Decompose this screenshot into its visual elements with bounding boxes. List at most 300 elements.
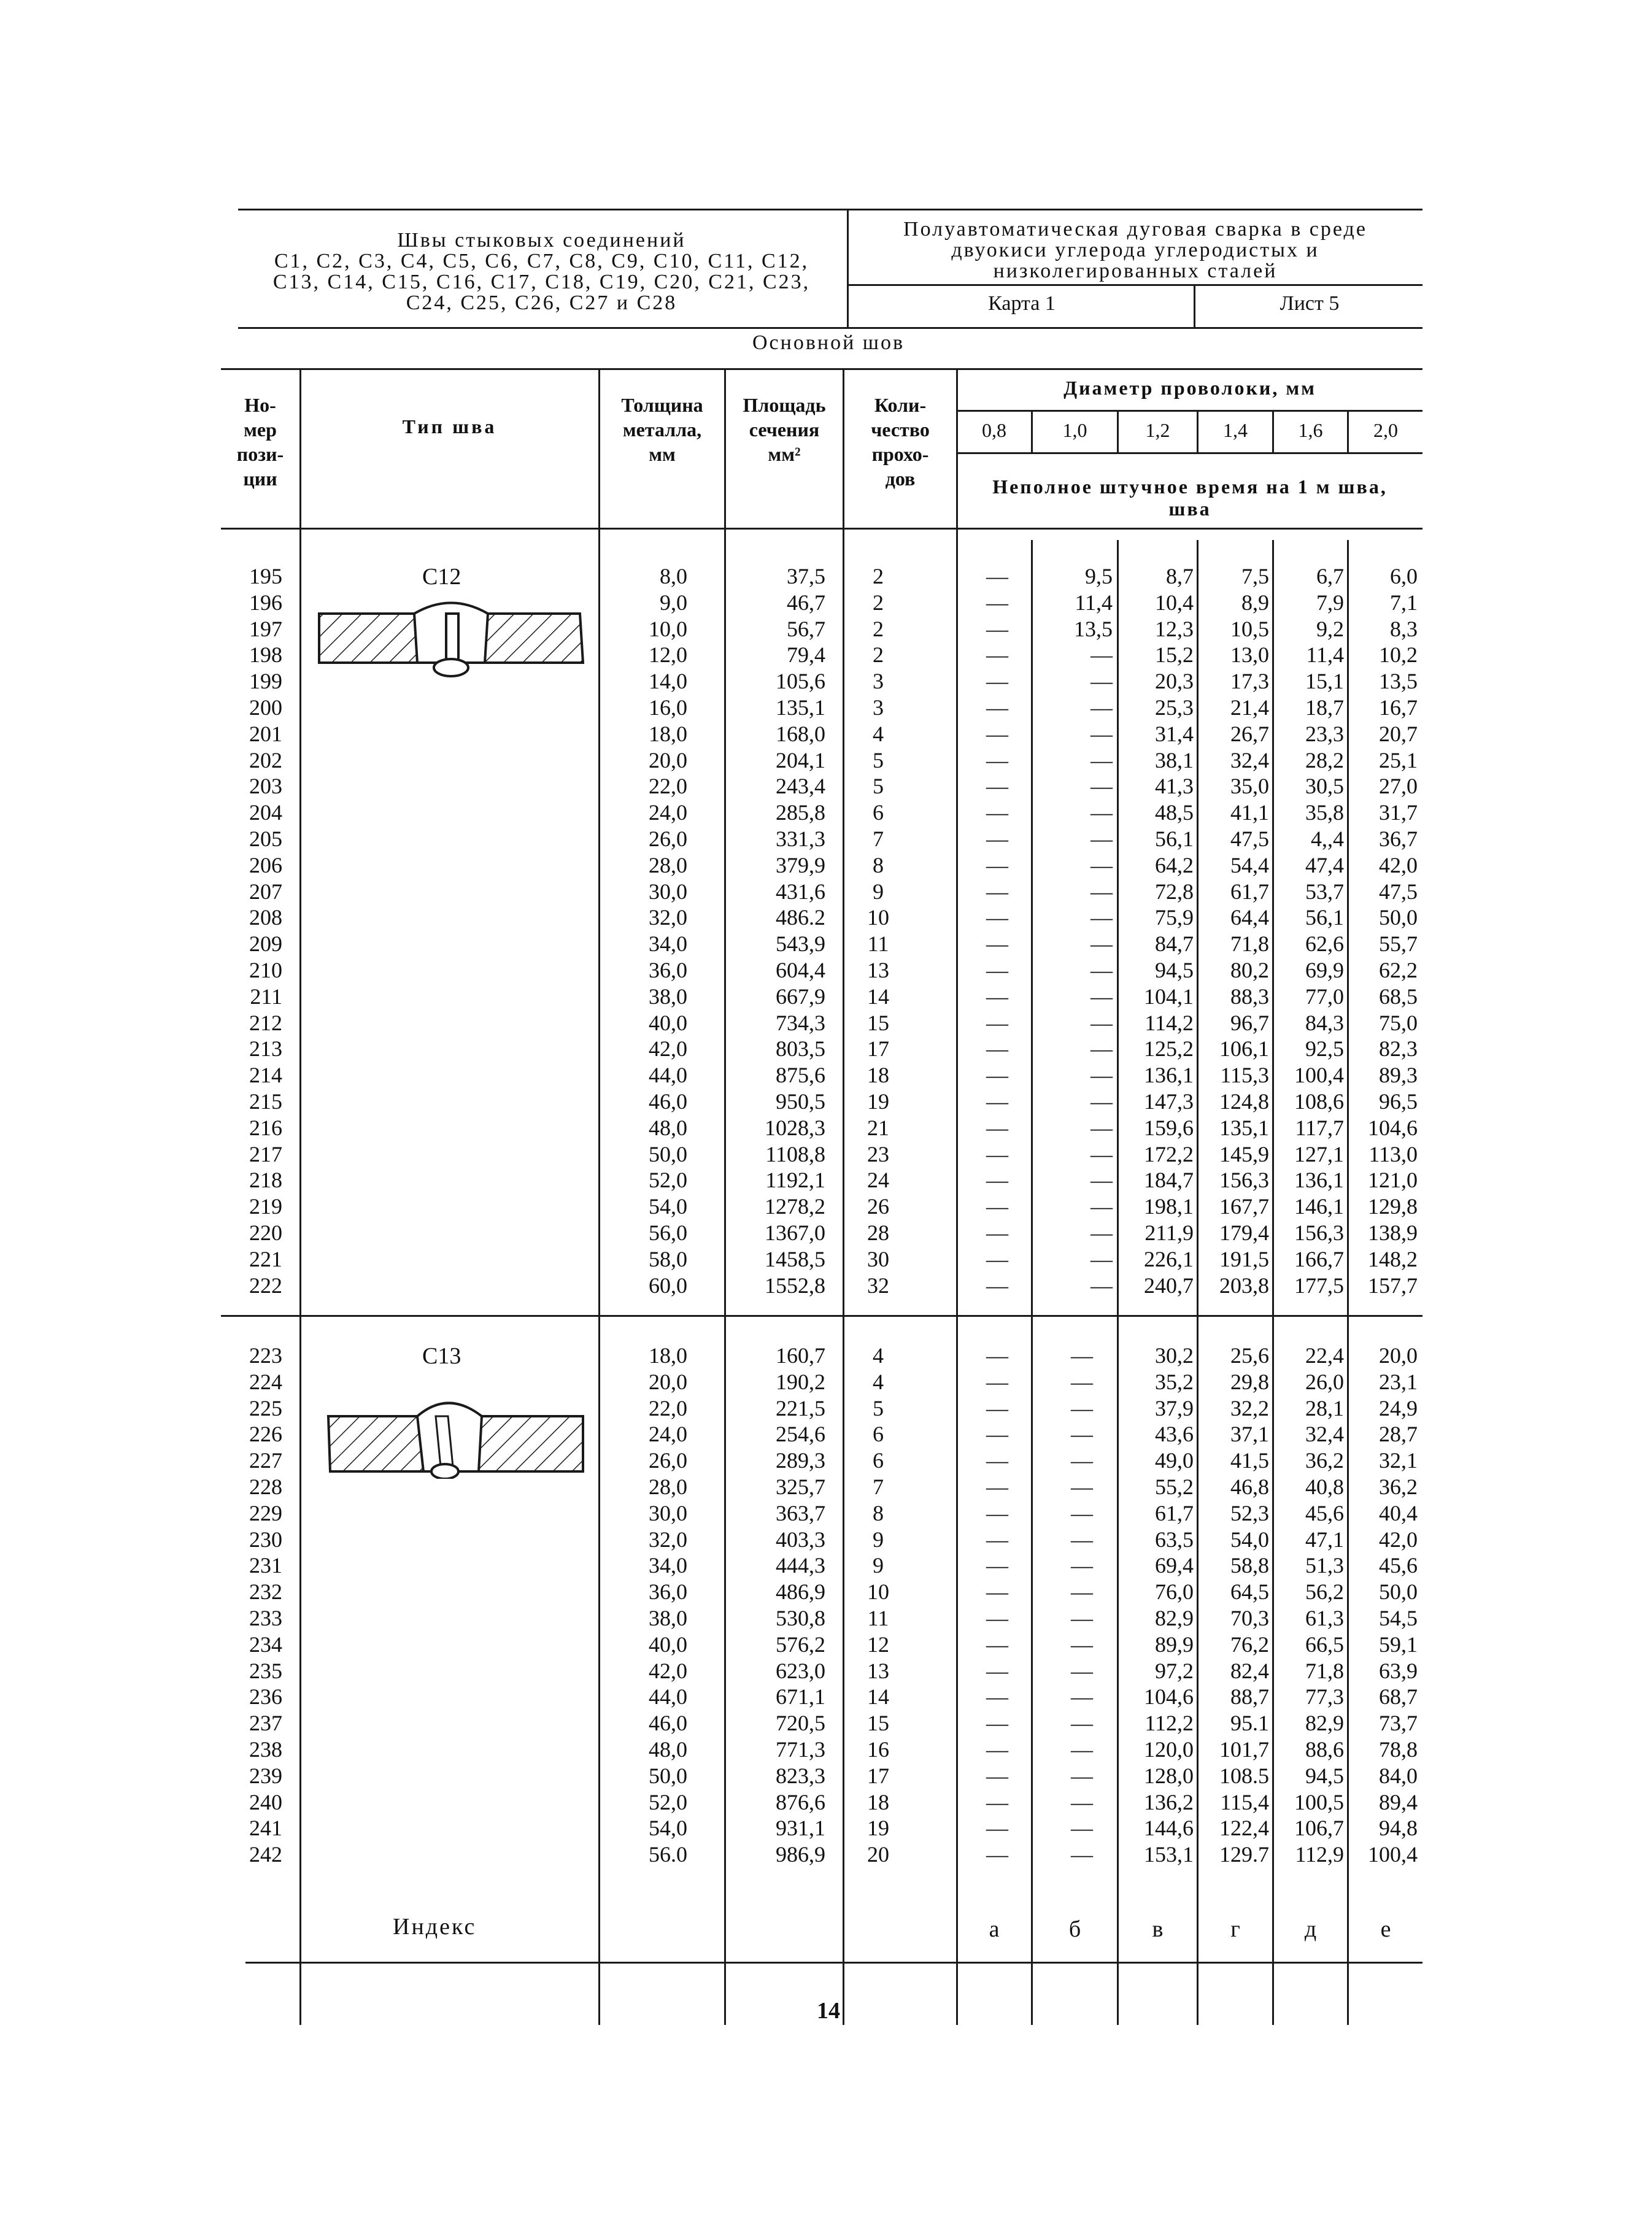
time-1-0: — <box>1071 1605 1093 1630</box>
table-bottom-rule <box>245 1962 1422 1964</box>
position-number: 221 <box>249 1246 282 1271</box>
time-2-0: 129,8 <box>1368 1194 1418 1219</box>
passes-cell: 5 <box>873 774 884 799</box>
time-1-4: 25,6 <box>1230 1343 1269 1368</box>
time-1-0: — <box>1090 721 1113 746</box>
time-1-6: 82,9 <box>1305 1711 1344 1736</box>
thickness-cell: 42,0 <box>649 1036 687 1062</box>
time-0-8: — <box>986 1115 1008 1140</box>
position-number: 229 <box>249 1500 282 1525</box>
time-0-8: — <box>986 931 1008 957</box>
time-2-0: 6,0 <box>1390 564 1418 588</box>
time-0-8: — <box>986 984 1008 1009</box>
index-d: д <box>1304 1916 1317 1942</box>
time-1-4: 106,1 <box>1219 1036 1269 1062</box>
header-card-divider <box>1194 284 1195 328</box>
time-1-6: 28,1 <box>1305 1395 1344 1421</box>
group1-dia-1-6 <box>1274 563 1344 1298</box>
time-0-8: — <box>986 1063 1008 1088</box>
time-1-2: 125,2 <box>1144 1036 1194 1062</box>
time-1-6: 166,7 <box>1294 1246 1344 1271</box>
position-number: 217 <box>249 1141 282 1166</box>
index-a: а <box>989 1916 1000 1942</box>
area-cell: 931,1 <box>776 1816 825 1841</box>
time-1-4: 167,7 <box>1219 1194 1269 1219</box>
position-number: 232 <box>249 1579 282 1605</box>
time-2-0: 27,0 <box>1379 774 1418 799</box>
area-cell: 986,9 <box>776 1842 825 1867</box>
passes-cell: 2 <box>873 590 884 615</box>
time-1-4: 96,7 <box>1230 1010 1269 1035</box>
thickness-cell: 22,0 <box>649 774 687 799</box>
time-1-2: 35,2 <box>1155 1369 1194 1394</box>
time-0-8: — <box>986 957 1008 982</box>
time-1-6: 47,1 <box>1305 1527 1344 1552</box>
time-1-2: 84,7 <box>1155 931 1194 957</box>
time-0-8: — <box>986 695 1008 720</box>
time-1-2: 49,0 <box>1155 1448 1194 1473</box>
time-1-0: — <box>1090 879 1113 904</box>
time-0-8: — <box>986 1168 1008 1193</box>
time-2-0: 138,9 <box>1368 1220 1418 1245</box>
time-1-4: 35,0 <box>1230 774 1269 799</box>
col-head-time: Неполное штучное время на 1 м шва, шва <box>992 476 1388 520</box>
thickness-cell: 40,0 <box>649 1010 687 1035</box>
time-1-4: 8,9 <box>1241 590 1269 615</box>
position-number: 202 <box>249 747 282 773</box>
time-1-4: 76,2 <box>1230 1632 1269 1657</box>
time-1-0: — <box>1090 905 1113 930</box>
time-1-6: 53,7 <box>1305 879 1344 904</box>
thickness-cell: 40,0 <box>649 1632 687 1657</box>
time-2-0: 68,5 <box>1379 984 1418 1009</box>
time-1-0: — <box>1071 1789 1093 1814</box>
time-1-0: — <box>1071 1763 1093 1788</box>
time-1-4: 32,4 <box>1230 747 1269 773</box>
time-2-0: 25,1 <box>1379 747 1418 773</box>
time-2-0: 63,9 <box>1379 1658 1418 1683</box>
time-1-6: 117,7 <box>1295 1115 1344 1140</box>
area-cell: 875,6 <box>776 1063 825 1088</box>
time-0-8: — <box>986 1527 1008 1552</box>
time-1-0: — <box>1090 1063 1113 1088</box>
time-1-2: 15,2 <box>1155 642 1194 668</box>
time-1-2: 56,1 <box>1155 826 1194 851</box>
time-1-0: — <box>1071 1684 1093 1710</box>
header-left-title: Швы стыковых соединений <box>397 229 686 252</box>
position-number: 204 <box>249 800 282 825</box>
time-1-2: 12,3 <box>1155 616 1194 641</box>
time-1-2: 114,2 <box>1144 1010 1194 1035</box>
passes-cell: 13 <box>867 957 889 982</box>
header-left-line-2: С13, С14, С15, С16, С17, С18, С19, С20, С21, С23, <box>272 271 811 293</box>
time-1-4: 13,0 <box>1230 642 1269 668</box>
time-1-6: 26,0 <box>1305 1369 1344 1394</box>
time-1-6: 23,3 <box>1305 721 1344 746</box>
thickness-cell: 20,0 <box>649 1369 687 1394</box>
time-1-2: 136,2 <box>1144 1789 1194 1814</box>
position-number: 216 <box>249 1115 282 1140</box>
time-1-4: 156,3 <box>1219 1168 1269 1193</box>
time-2-0: 54,5 <box>1379 1605 1418 1630</box>
group2-passes <box>844 1343 912 1868</box>
time-1-2: 20,3 <box>1155 669 1194 694</box>
time-1-4: 108.5 <box>1219 1763 1269 1788</box>
time-1-0: — <box>1090 1194 1113 1219</box>
col-head-area: Площадь сечения мм² <box>743 394 826 465</box>
col-sep-2 <box>598 368 600 2025</box>
area-cell: 289,3 <box>776 1448 825 1473</box>
thickness-cell: 38,0 <box>649 1605 687 1630</box>
time-1-0: 9,5 <box>1085 564 1113 588</box>
passes-cell: 32 <box>867 1273 889 1298</box>
position-number: 227 <box>249 1448 282 1473</box>
time-1-4: 124,8 <box>1219 1089 1269 1114</box>
time-1-4: 95.1 <box>1230 1711 1269 1736</box>
time-1-2: 112,2 <box>1144 1711 1194 1736</box>
col-head-num: Но- мер пози- ции <box>236 394 284 490</box>
passes-cell: 26 <box>867 1194 889 1219</box>
time-2-0: 7,1 <box>1390 590 1418 615</box>
position-number: 231 <box>249 1553 282 1578</box>
time-1-6: 100,5 <box>1294 1789 1344 1814</box>
time-1-2: 75,9 <box>1155 905 1194 930</box>
time-1-6: 136,1 <box>1294 1168 1344 1193</box>
position-number: 226 <box>249 1422 282 1447</box>
header-right-rule <box>847 284 1422 286</box>
position-number: 240 <box>249 1789 282 1814</box>
time-1-4: 26,7 <box>1230 721 1269 746</box>
time-1-6: 4,,4 <box>1311 826 1344 851</box>
time-1-0: — <box>1090 1115 1113 1140</box>
time-2-0: 36,2 <box>1379 1474 1418 1499</box>
area-cell: 204,1 <box>776 747 825 773</box>
time-1-4: 7,5 <box>1241 564 1269 588</box>
time-1-2: 25,3 <box>1155 695 1194 720</box>
time-1-6: 62,6 <box>1305 931 1344 957</box>
time-0-8: — <box>986 852 1008 877</box>
time-1-4: 10,5 <box>1230 616 1269 641</box>
time-1-6: 28,2 <box>1305 747 1344 773</box>
time-0-8: — <box>986 774 1008 799</box>
position-number: 241 <box>249 1816 282 1841</box>
index-label: Индекс <box>393 1914 477 1940</box>
passes-cell: 8 <box>873 852 884 877</box>
group1-dia-1-0 <box>1033 563 1113 1298</box>
group2-area <box>727 1343 825 1868</box>
position-number: 234 <box>249 1632 282 1657</box>
time-1-4: 46,8 <box>1230 1474 1269 1499</box>
thickness-cell: 50,0 <box>649 1763 687 1788</box>
passes-cell: 16 <box>867 1737 889 1762</box>
passes-cell: 6 <box>873 1448 884 1473</box>
passes-cell: 15 <box>867 1711 889 1736</box>
thickness-cell: 26,0 <box>649 826 687 851</box>
area-cell: 285,8 <box>776 800 825 825</box>
area-cell: 46,7 <box>787 590 825 615</box>
thickness-cell: 56,0 <box>649 1220 687 1245</box>
area-cell: 604,4 <box>776 957 825 982</box>
area-cell: 37,5 <box>787 564 825 588</box>
group1-dia-0-8 <box>973 563 1022 1298</box>
time-1-0: — <box>1071 1500 1093 1525</box>
time-2-0: 68,7 <box>1379 1684 1418 1710</box>
group2-dia-1-6 <box>1274 1343 1344 1868</box>
passes-cell: 17 <box>867 1036 889 1062</box>
passes-cell: 14 <box>867 1684 889 1710</box>
area-cell: 363,7 <box>776 1500 825 1525</box>
time-1-4: 21,4 <box>1230 695 1269 720</box>
passes-cell: 2 <box>873 642 884 668</box>
time-1-2: 89,9 <box>1155 1632 1194 1657</box>
area-cell: 160,7 <box>776 1343 825 1368</box>
time-1-4: 135,1 <box>1219 1115 1269 1140</box>
time-1-2: 94,5 <box>1155 957 1194 982</box>
time-2-0: 89,3 <box>1379 1063 1418 1088</box>
thickness-cell: 18,0 <box>649 1343 687 1368</box>
passes-cell: 19 <box>867 1089 889 1114</box>
time-1-6: 35,8 <box>1305 800 1344 825</box>
time-1-4: 64,4 <box>1230 905 1269 930</box>
time-1-0: — <box>1071 1474 1093 1499</box>
passes-cell: 15 <box>867 1010 889 1035</box>
area-cell: 1192,1 <box>765 1168 825 1193</box>
passes-cell: 7 <box>873 826 884 851</box>
position-number: 214 <box>249 1063 282 1088</box>
index-b: б <box>1068 1916 1081 1942</box>
time-1-6: 146,1 <box>1294 1194 1344 1219</box>
time-1-2: 37,9 <box>1155 1395 1194 1421</box>
time-1-2: 69,4 <box>1155 1553 1194 1578</box>
time-1-6: 61,3 <box>1305 1605 1344 1630</box>
time-1-0: — <box>1090 695 1113 720</box>
thickness-cell: 18,0 <box>649 721 687 746</box>
position-number: 200 <box>249 695 282 720</box>
time-1-6: 69,9 <box>1305 957 1344 982</box>
position-number: 212 <box>249 1010 282 1035</box>
position-number: 198 <box>249 642 282 668</box>
time-2-0: 50,0 <box>1379 1579 1418 1605</box>
time-1-0: — <box>1090 800 1113 825</box>
time-1-0: — <box>1071 1579 1093 1605</box>
area-cell: 254,6 <box>776 1422 825 1447</box>
time-1-4: 82,4 <box>1230 1658 1269 1683</box>
passes-cell: 11 <box>867 1605 889 1630</box>
time-1-0: — <box>1090 1273 1113 1298</box>
sheet-label: Лист 5 <box>1280 292 1340 315</box>
time-2-0: 121,0 <box>1368 1168 1418 1193</box>
time-0-8: — <box>986 1395 1008 1421</box>
time-1-2: 64,2 <box>1155 852 1194 877</box>
time-0-8: — <box>986 879 1008 904</box>
area-cell: 543,9 <box>776 931 825 957</box>
time-1-6: 11,4 <box>1306 642 1344 668</box>
header-right-line-2: двуокиси углерода углеродистых и <box>951 239 1319 261</box>
time-0-8: — <box>986 1369 1008 1394</box>
group2-thickness <box>601 1343 687 1868</box>
area-cell: 105,6 <box>776 669 825 694</box>
time-1-6: 112,9 <box>1295 1842 1344 1867</box>
time-1-4: 80,2 <box>1230 957 1269 982</box>
time-2-0: 32,1 <box>1379 1448 1418 1473</box>
time-2-0: 78,8 <box>1379 1737 1418 1762</box>
group2-dia-0-8 <box>973 1343 1022 1868</box>
col-head-thickness: Толщина металла, мм <box>621 394 703 465</box>
time-1-4: 32,2 <box>1230 1395 1269 1421</box>
passes-cell: 11 <box>867 931 889 957</box>
time-2-0: 113,0 <box>1368 1141 1418 1166</box>
col-sep-3 <box>724 368 726 2025</box>
time-1-6: 100,4 <box>1294 1063 1344 1088</box>
area-cell: 403,3 <box>776 1527 825 1552</box>
thickness-cell: 52,0 <box>649 1168 687 1193</box>
time-2-0: 84,0 <box>1379 1763 1418 1788</box>
thickness-cell: 54,0 <box>649 1194 687 1219</box>
time-0-8: — <box>986 1474 1008 1499</box>
area-cell: 720,5 <box>776 1711 825 1736</box>
passes-cell: 2 <box>873 616 884 641</box>
passes-cell: 21 <box>867 1115 889 1140</box>
position-number: 201 <box>249 721 282 746</box>
time-1-2: 211,9 <box>1144 1220 1194 1245</box>
time-1-2: 144,6 <box>1144 1816 1194 1841</box>
header-right-line-1: Полуавтоматическая дуговая сварка в среде <box>903 218 1367 241</box>
time-2-0: 157,7 <box>1368 1273 1418 1298</box>
time-1-6: 106,7 <box>1294 1816 1344 1841</box>
time-0-8: — <box>986 1273 1008 1298</box>
time-0-8: — <box>986 1579 1008 1605</box>
area-cell: 79,4 <box>787 642 825 668</box>
time-2-0: 40,4 <box>1379 1500 1418 1525</box>
passes-cell: 10 <box>867 905 889 930</box>
group2-position-numbers <box>221 1343 282 1868</box>
area-cell: 1367,0 <box>765 1220 825 1245</box>
time-1-0: — <box>1090 1089 1113 1114</box>
time-1-4: 54,0 <box>1230 1527 1269 1552</box>
position-number: 238 <box>249 1737 282 1762</box>
passes-cell: 8 <box>873 1500 884 1525</box>
time-1-0: — <box>1071 1711 1093 1736</box>
time-0-8: — <box>986 1658 1008 1683</box>
time-1-6: 56,1 <box>1305 905 1344 930</box>
table-header-bottom-rule <box>221 528 1422 530</box>
position-number: 207 <box>249 879 282 904</box>
passes-cell: 5 <box>873 747 884 773</box>
thickness-cell: 36,0 <box>649 1579 687 1605</box>
time-2-0: 59,1 <box>1379 1632 1418 1657</box>
passes-cell: 10 <box>867 1579 889 1605</box>
time-2-0: 42,0 <box>1379 1527 1418 1552</box>
time-1-0: — <box>1090 931 1113 957</box>
time-1-0: — <box>1090 1168 1113 1193</box>
weld-type-c12-label: С12 <box>422 564 461 590</box>
diameter-values-rule <box>956 452 1422 454</box>
header-left-block <box>239 230 844 314</box>
area-cell: 190,2 <box>776 1369 825 1394</box>
thickness-cell: 9,0 <box>660 590 687 615</box>
time-1-0: — <box>1071 1395 1093 1421</box>
time-1-4: 17,3 <box>1230 669 1269 694</box>
passes-cell: 5 <box>873 1395 884 1421</box>
thickness-cell: 58,0 <box>649 1246 687 1271</box>
time-2-0: 55,7 <box>1379 931 1418 957</box>
position-number: 209 <box>249 931 282 957</box>
time-2-0: 13,5 <box>1379 669 1418 694</box>
passes-cell: 14 <box>867 984 889 1009</box>
time-1-0: — <box>1071 1632 1093 1657</box>
diameter-1-6: 1,6 <box>1298 419 1323 441</box>
time-1-2: 31,4 <box>1155 721 1194 746</box>
time-0-8: — <box>986 564 1008 588</box>
time-0-8: — <box>986 1605 1008 1630</box>
time-0-8: — <box>986 642 1008 668</box>
thickness-cell: 24,0 <box>649 1422 687 1447</box>
time-1-0: — <box>1090 1010 1113 1035</box>
area-cell: 1108,8 <box>765 1141 825 1166</box>
time-0-8: — <box>986 1089 1008 1114</box>
thickness-cell: 46,0 <box>649 1711 687 1736</box>
area-cell: 56,7 <box>787 616 825 641</box>
time-2-0: 73,7 <box>1379 1711 1418 1736</box>
time-1-6: 51,3 <box>1305 1553 1344 1578</box>
area-cell: 168,0 <box>776 721 825 746</box>
area-cell: 431,6 <box>776 879 825 904</box>
area-cell: 331,3 <box>776 826 825 851</box>
time-2-0: 82,3 <box>1379 1036 1418 1062</box>
col-head-passes: Коли- чество прохо- дов <box>871 394 930 490</box>
time-1-0: — <box>1071 1658 1093 1683</box>
time-2-0: 20,7 <box>1379 721 1418 746</box>
position-number: 215 <box>249 1089 282 1114</box>
header-right-line-3: низколегированных сталей <box>993 260 1278 282</box>
card-label: Карта 1 <box>988 292 1056 315</box>
time-0-8: — <box>986 800 1008 825</box>
thickness-cell: 14,0 <box>649 669 687 694</box>
time-2-0: 89,4 <box>1379 1789 1418 1814</box>
passes-cell: 12 <box>867 1632 889 1657</box>
area-cell: 876,6 <box>776 1789 825 1814</box>
header-bottom-rule <box>238 327 1422 329</box>
position-number: 235 <box>249 1658 282 1683</box>
time-1-2: 184,7 <box>1144 1168 1194 1193</box>
time-1-6: 30,5 <box>1305 774 1344 799</box>
thickness-cell: 20,0 <box>649 747 687 773</box>
thickness-cell: 52,0 <box>649 1789 687 1814</box>
time-1-2: 61,7 <box>1155 1500 1194 1525</box>
group-separator-rule <box>221 1315 1422 1317</box>
time-1-6: 15,1 <box>1305 669 1344 694</box>
group1-passes <box>844 563 912 1298</box>
time-0-8: — <box>986 1816 1008 1841</box>
time-1-2: 153,1 <box>1144 1842 1194 1867</box>
passes-cell: 3 <box>873 669 884 694</box>
area-cell: 671,1 <box>776 1684 825 1710</box>
passes-cell: 6 <box>873 800 884 825</box>
time-2-0: 42,0 <box>1379 852 1418 877</box>
time-2-0: 45,6 <box>1379 1553 1418 1578</box>
time-1-4: 88,7 <box>1230 1684 1269 1710</box>
time-1-6: 40,8 <box>1305 1474 1344 1499</box>
time-1-4: 71,8 <box>1230 931 1269 957</box>
time-1-6: 127,1 <box>1294 1141 1344 1166</box>
time-1-0: — <box>1090 1220 1113 1245</box>
group2-dia-1-0 <box>1057 1343 1106 1868</box>
time-1-2: 226,1 <box>1144 1246 1194 1271</box>
passes-cell: 17 <box>867 1763 889 1788</box>
thickness-cell: 26,0 <box>649 1448 687 1473</box>
thickness-cell: 38,0 <box>649 984 687 1009</box>
time-1-6: 7,9 <box>1316 590 1344 615</box>
